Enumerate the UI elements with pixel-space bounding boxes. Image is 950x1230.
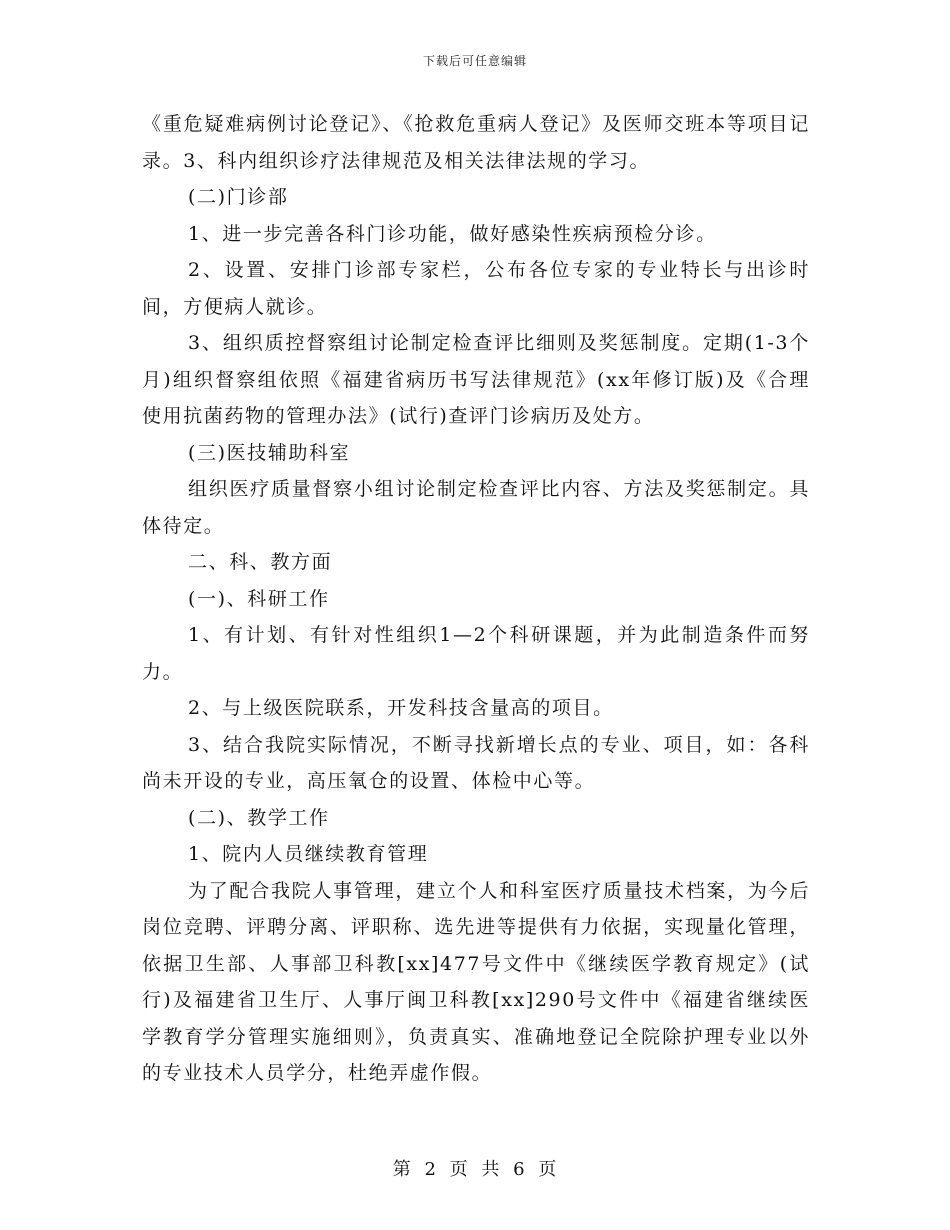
paragraph-4: 2、设置、安排门诊部专家栏，公布各位专家的专业特长与出诊时间，方便病人就诊。 xyxy=(142,259,810,318)
paragraph-2: (二)门诊部 xyxy=(188,186,289,208)
paragraph-8: 二、科、教方面 xyxy=(188,551,333,573)
document-body xyxy=(142,106,810,1092)
paragraph-5: 3、组织质控督察组讨论制定检查评比细则及奖惩制度。定期(1-3个月)组织督察组依照《福建省病历书写法律规范》(xx年修订版)及《合理使用抗菌药物的管理办法》(试行)查评门诊病历及处方。 xyxy=(142,332,810,427)
paragraph-14: 1、院内人员继续教育管理 xyxy=(188,843,429,865)
paragraph-6: (三)医技辅助科室 xyxy=(188,441,351,464)
paragraph-7: 组织医疗质量督察小组讨论制定检查评比内容、方法及奖惩制定。具体待定。 xyxy=(142,478,810,537)
paragraph-3: 1、进一步完善各科门诊功能，做好感染性疾病预检分诊。 xyxy=(188,222,717,245)
paragraph-1: 《重危疑难病例讨论登记》、《抢救危重病人登记》及医师交班本等项目记录。3、科内组织诊疗法律规范及相关法律法规的学习。 xyxy=(142,113,810,172)
paragraph-11: 2、与上级医院联系，开发科技含量高的项目。 xyxy=(188,697,614,719)
page-header: 下载后可任意编辑 xyxy=(422,54,527,68)
paragraph-9: (一)、科研工作 xyxy=(188,587,330,610)
paragraph-12: 3、结合我院实际情况，不断寻找新增长点的专业、项目，如：各科尚未开设的专业，高压氧仓的设置、体检中心等。 xyxy=(142,733,810,792)
page-footer: 第 2 页 共 6 页 xyxy=(392,1159,558,1180)
paragraph-10: 1、有计划、有针对性组织1—2个科研课题，并为此制造条件而努力。 xyxy=(142,624,810,683)
paragraph-13: (二)、教学工作 xyxy=(188,806,330,829)
paragraph-15: 为了配合我院人事管理，建立个人和科室医疗质量技术档案，为今后岗位竞聘、评聘分离、评职称、选先进等提供有力依据，实现量化管理，依据卫生部、人事部卫科教[xx]477号文件中《继续医学教育规定》(试行)及福建省卫生厅、人事厅闽卫科教[xx]290号文件中《福建省继续医学教育学分管理实施细则》，负责真实、准确地登记全院除护理专业以外的专业技术人员学分，杜绝弄虚作假。 xyxy=(142,879,810,1084)
